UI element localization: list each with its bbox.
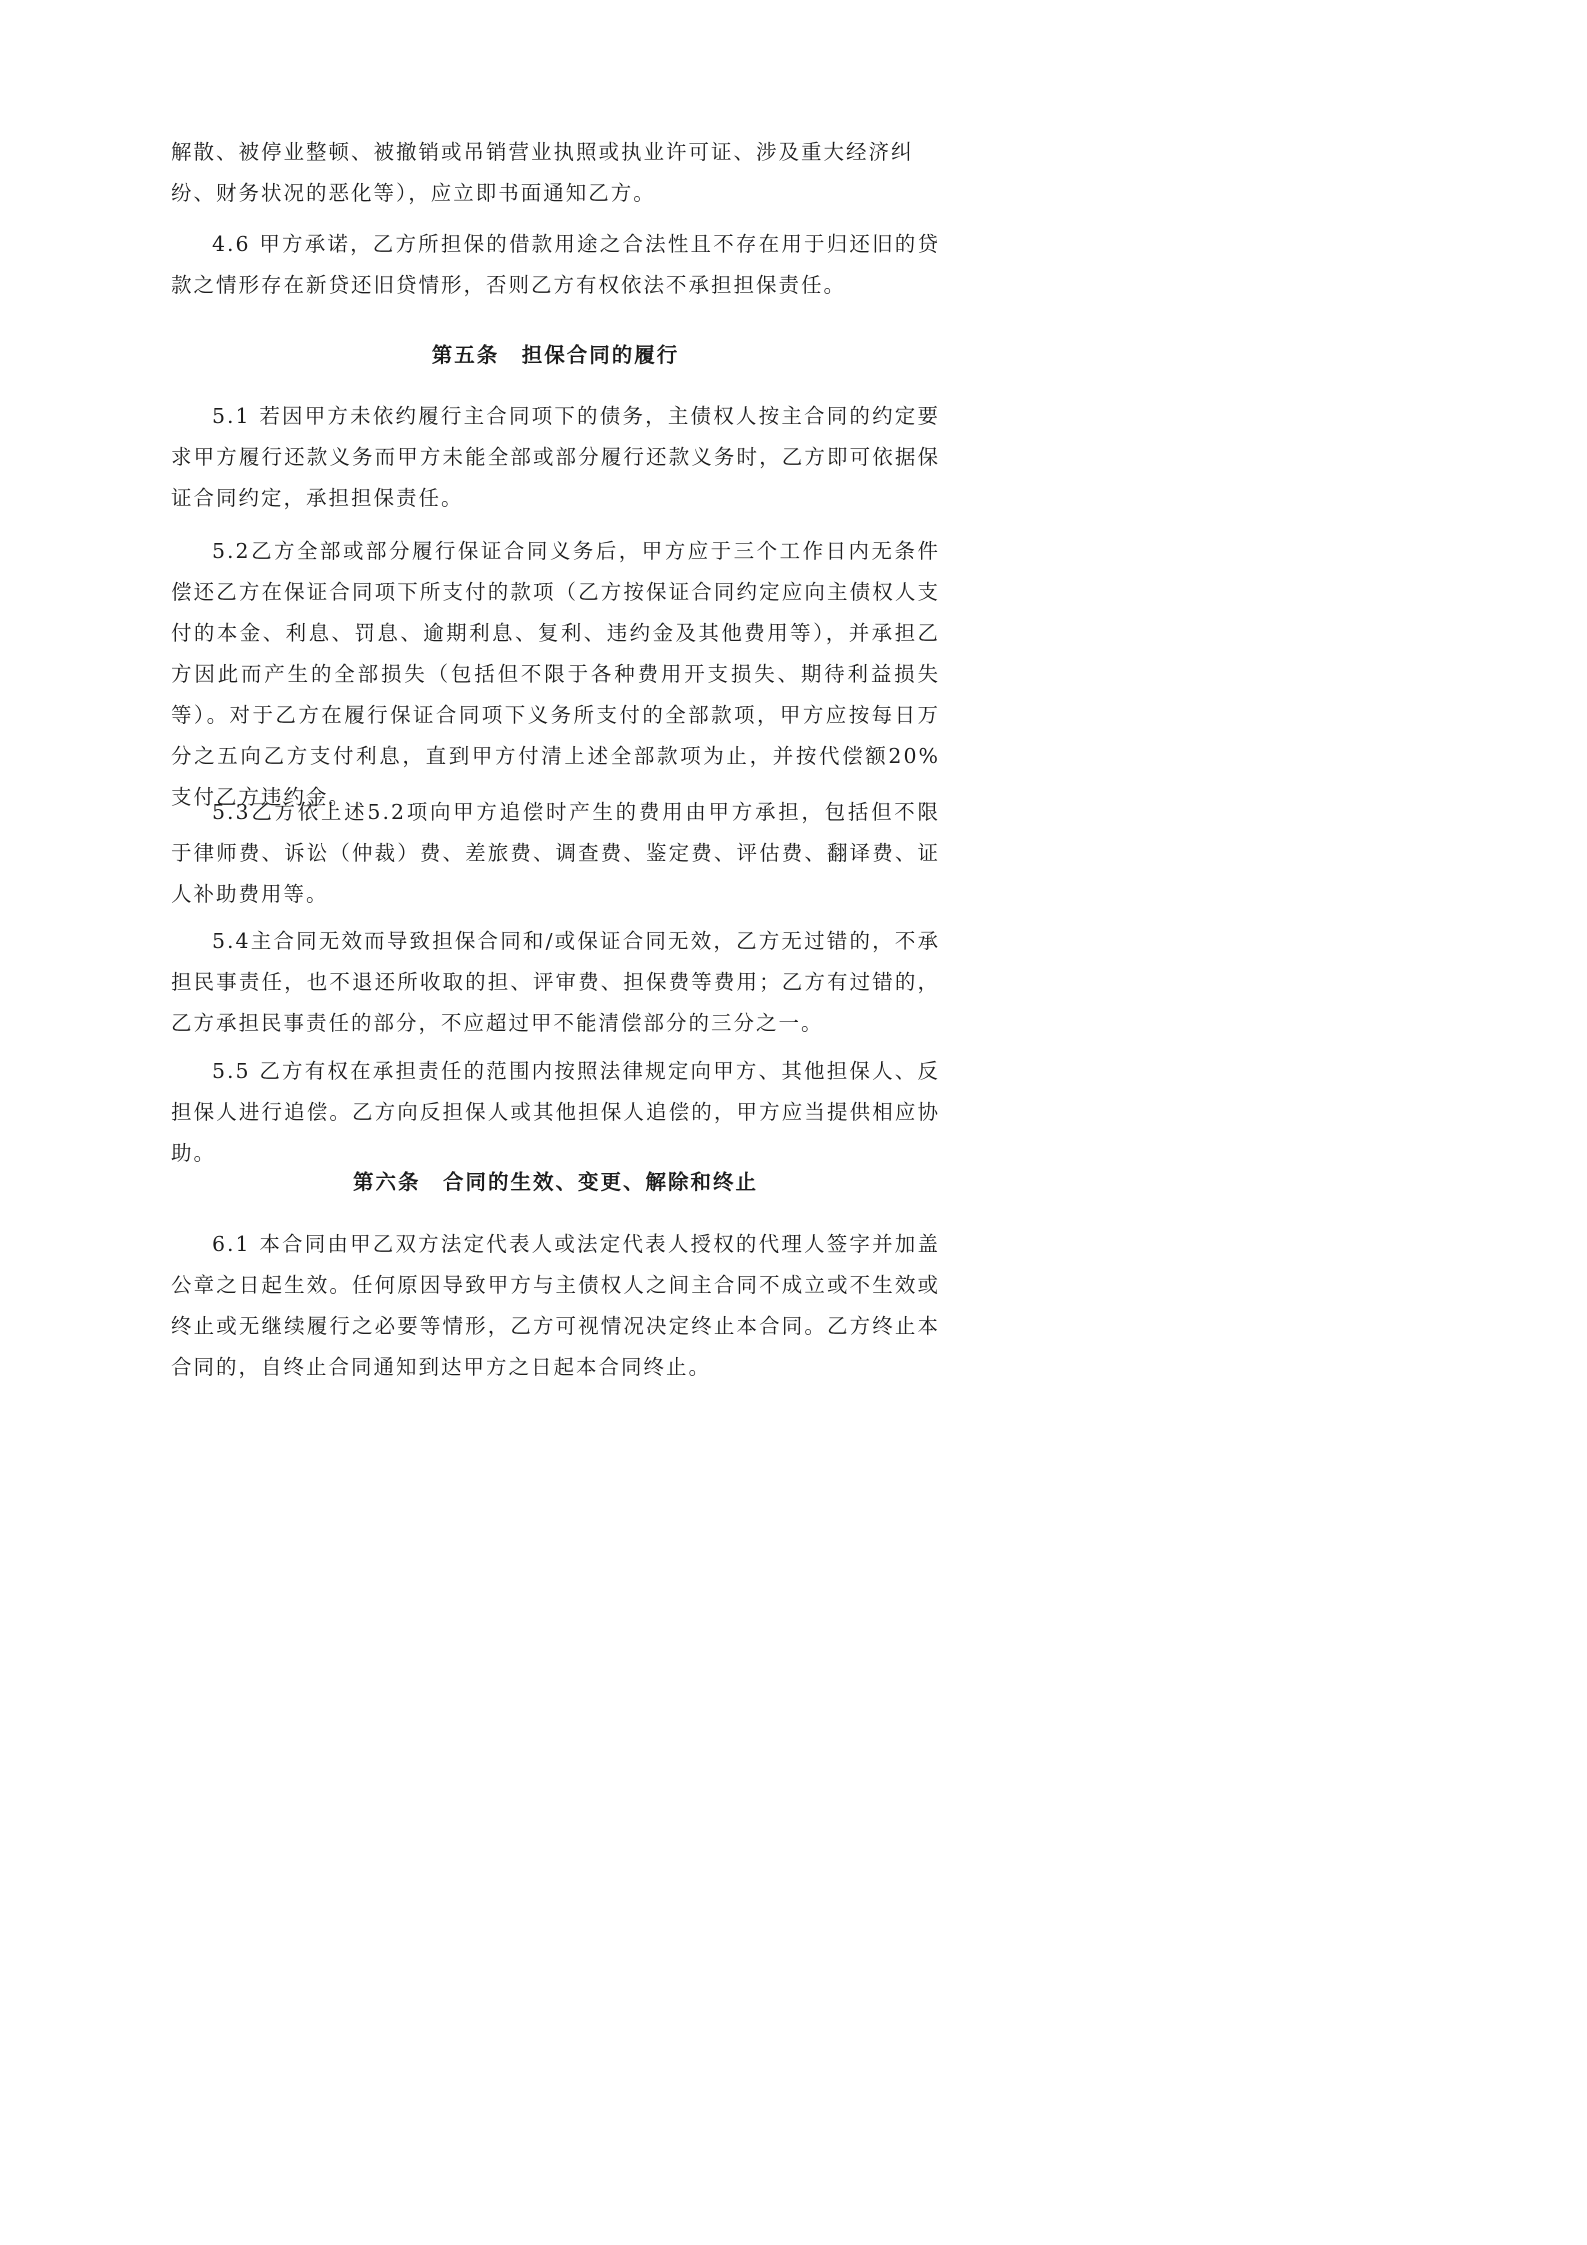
clause-5-5: 5.5 乙方有权在承担责任的范围内按照法律规定向甲方、其他担保人、反担保人进行追偿。乙方向反担保人或其他担保人追偿的，甲方应当提供相应协助。	[171, 1059, 940, 1165]
clause-6-1: 6.1 本合同由甲乙双方法定代表人或法定代表人授权的代理人签字并加盖公章之日起生效。任何原因导致甲方与主债权人之间主合同不成立或不生效或终止或无继续履行之必要等情形，乙方可视情况决定终止本合同。乙方终止本合同的，自终止合同通知到达甲方之日起本合同终止。	[171, 1232, 940, 1379]
document-page	[0, 0, 1108, 1566]
clause-5-2: 5.2乙方全部或部分履行保证合同义务后，甲方应于三个工作日内无条件偿还乙方在保证合同项下所支付的款项（乙方按保证合同约定应向主债权人支付的本金、利息、罚息、逾期利息、复利、违约金及其他费用等），并承担乙方因此而产生的全部损失（包括但不限于各种费用开支损失、期待利益损失等）。对于乙方在履行保证合同项下义务所支付的全部款项，甲方应按每日万分之五向乙方支付利息，直到甲方付清上述全部款项为止，并按代偿额20%支付乙方违约金。	[171, 539, 940, 809]
clause-4-6: 4.6 甲方承诺，乙方所担保的借款用途之合法性且不存在用于归还旧的贷款之情形存在新贷还旧贷情形，否则乙方有权依法不承担担保责任。	[171, 232, 940, 297]
continued-paragraph: 解散、被停业整顿、被撤销或吊销营业执照或执业许可证、涉及重大经济纠纷、财务状况的恶化等），应立即书面通知乙方。	[171, 140, 914, 205]
clause-5-1: 5.1 若因甲方未依约履行主合同项下的债务，主债权人按主合同的约定要求甲方履行还款义务而甲方未能全部或部分履行还款义务时，乙方即可依据保证合同约定，承担担保责任。	[171, 404, 940, 510]
article-6-heading: 第六条 合同的生效、变更、解除和终止	[353, 1170, 758, 1194]
article-5-heading: 第五条 担保合同的履行	[431, 343, 680, 367]
clause-5-4: 5.4主合同无效而导致担保合同和/或保证合同无效，乙方无过错的，不承担民事责任，也不退还所收取的担、评审费、担保费等费用；乙方有过错的，乙方承担民事责任的部分，不应超过甲不能清偿部分的三分之一。	[171, 929, 940, 1035]
clause-5-3: 5.3乙方依上述5.2项向甲方追偿时产生的费用由甲方承担，包括但不限于律师费、诉讼（仲裁）费、差旅费、调查费、鉴定费、评估费、翻译费、证人补助费用等。	[171, 800, 940, 906]
